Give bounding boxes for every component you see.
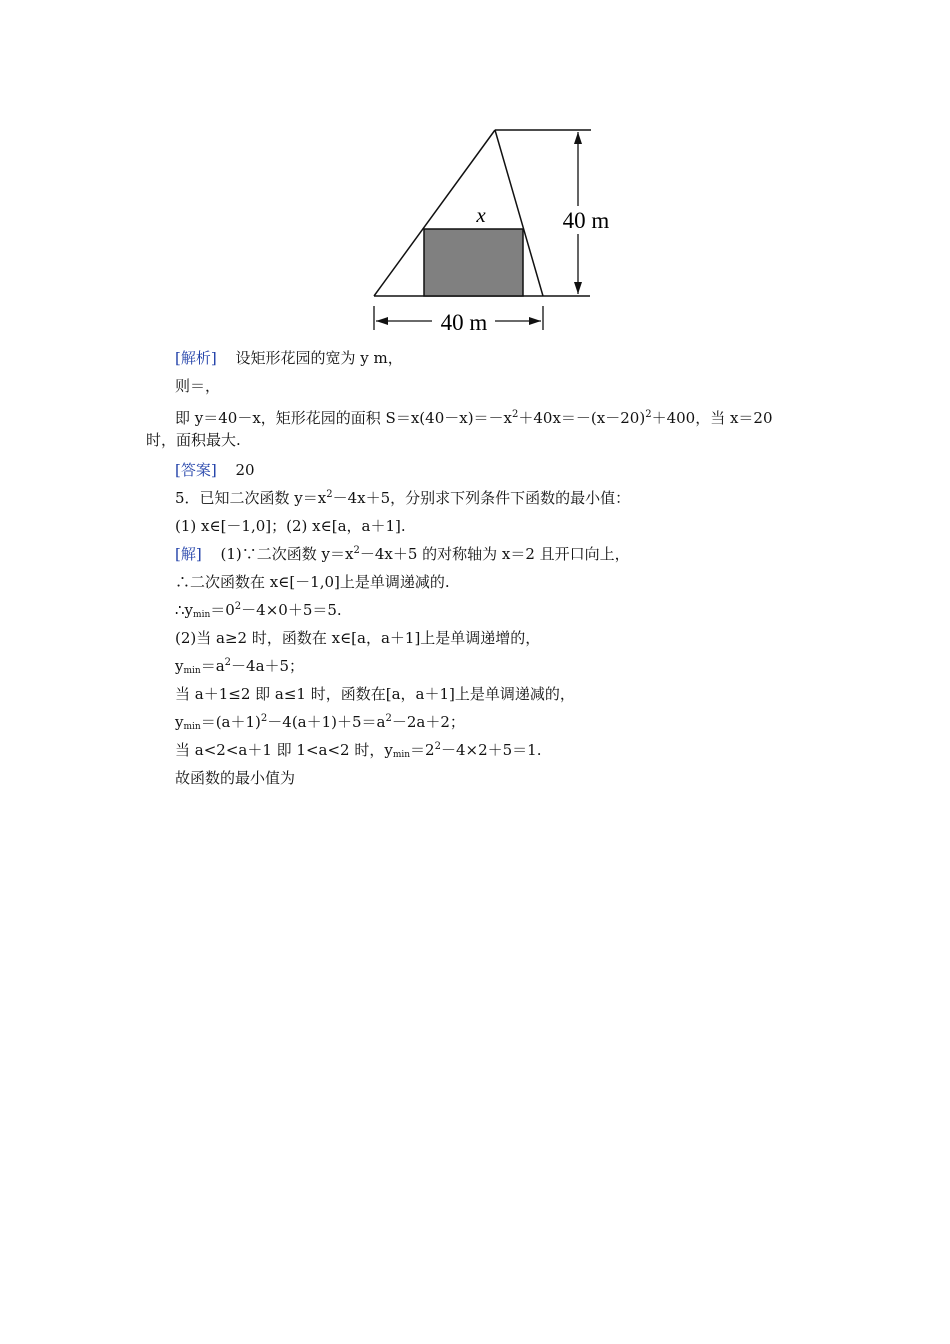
height-label: 40 m	[562, 208, 610, 233]
solution-line-3: $\therefore y_{min}=0^2-4\times 0+5=5$.	[175, 601, 342, 620]
solution-line-2: ∴二次函数在 x∈[－1,0]上是单调递减的.	[175, 573, 450, 591]
solution-line-5: $y_{min}=a^2-4a+5$；	[175, 657, 305, 676]
analysis-tag: [解析]	[175, 349, 217, 367]
analysis-line-4: 时，面积最大.	[146, 431, 241, 449]
solution-line-1: [解] (1)∵二次函数 $y=x^2-4x+5$ 的对称轴为 x＝2 且开口向上，	[175, 545, 630, 563]
solution-line-8: 当 a<2<a＋1 即 1<a<2 时，$y_{min}=2^2-4\times 2+5=1$.	[175, 741, 542, 760]
garden-figure	[360, 120, 620, 345]
answer-value: 20	[235, 461, 255, 479]
solution-line-4: (2)当 a≥2 时，函数在 x∈[a，a＋1]上是单调递增的，	[175, 629, 541, 647]
height-arrow-bottom	[574, 282, 582, 294]
problem5-stem: 5．已知二次函数 $y=x^2-4x+5$，分别求下列条件下函数的最小值：	[175, 489, 631, 507]
solution-line-6: 当 a＋1≤2 即 a≤1 时，函数在[a，a＋1]上是单调递减的，	[175, 685, 575, 703]
garden-rectangle	[424, 229, 523, 296]
solution-tag: [解]	[175, 545, 202, 563]
analysis-line-1	[175, 348, 403, 368]
width-arrow-right	[529, 317, 541, 325]
analysis-text-1: 设矩形花园的宽为 y m，	[235, 349, 403, 367]
answer-tag: [答案]	[175, 461, 217, 479]
solution-line-9: 故函数的最小值为	[175, 769, 296, 787]
answer-line	[175, 460, 255, 480]
triangle-diagram	[360, 120, 620, 345]
rect-width-label: x	[476, 203, 486, 227]
analysis-line-3: 即 y＝40－x，矩形花园的面积 $S=x(40-x)=-x^2+40x=-(x-20)^2+400$，当 x＝20	[175, 409, 773, 427]
problem5-conditions: (1) x∈[－1,0]；(2) x∈[a，a＋1].	[175, 517, 406, 535]
solution-line-7: $y_{min}=(a+1)^2-4(a+1)+5=a^2-2a+2$；	[175, 713, 465, 732]
analysis-line-2: 则＝，	[175, 377, 221, 395]
base-label: 40 m	[440, 310, 488, 335]
height-arrow-top	[574, 132, 582, 144]
width-arrow-left	[376, 317, 388, 325]
